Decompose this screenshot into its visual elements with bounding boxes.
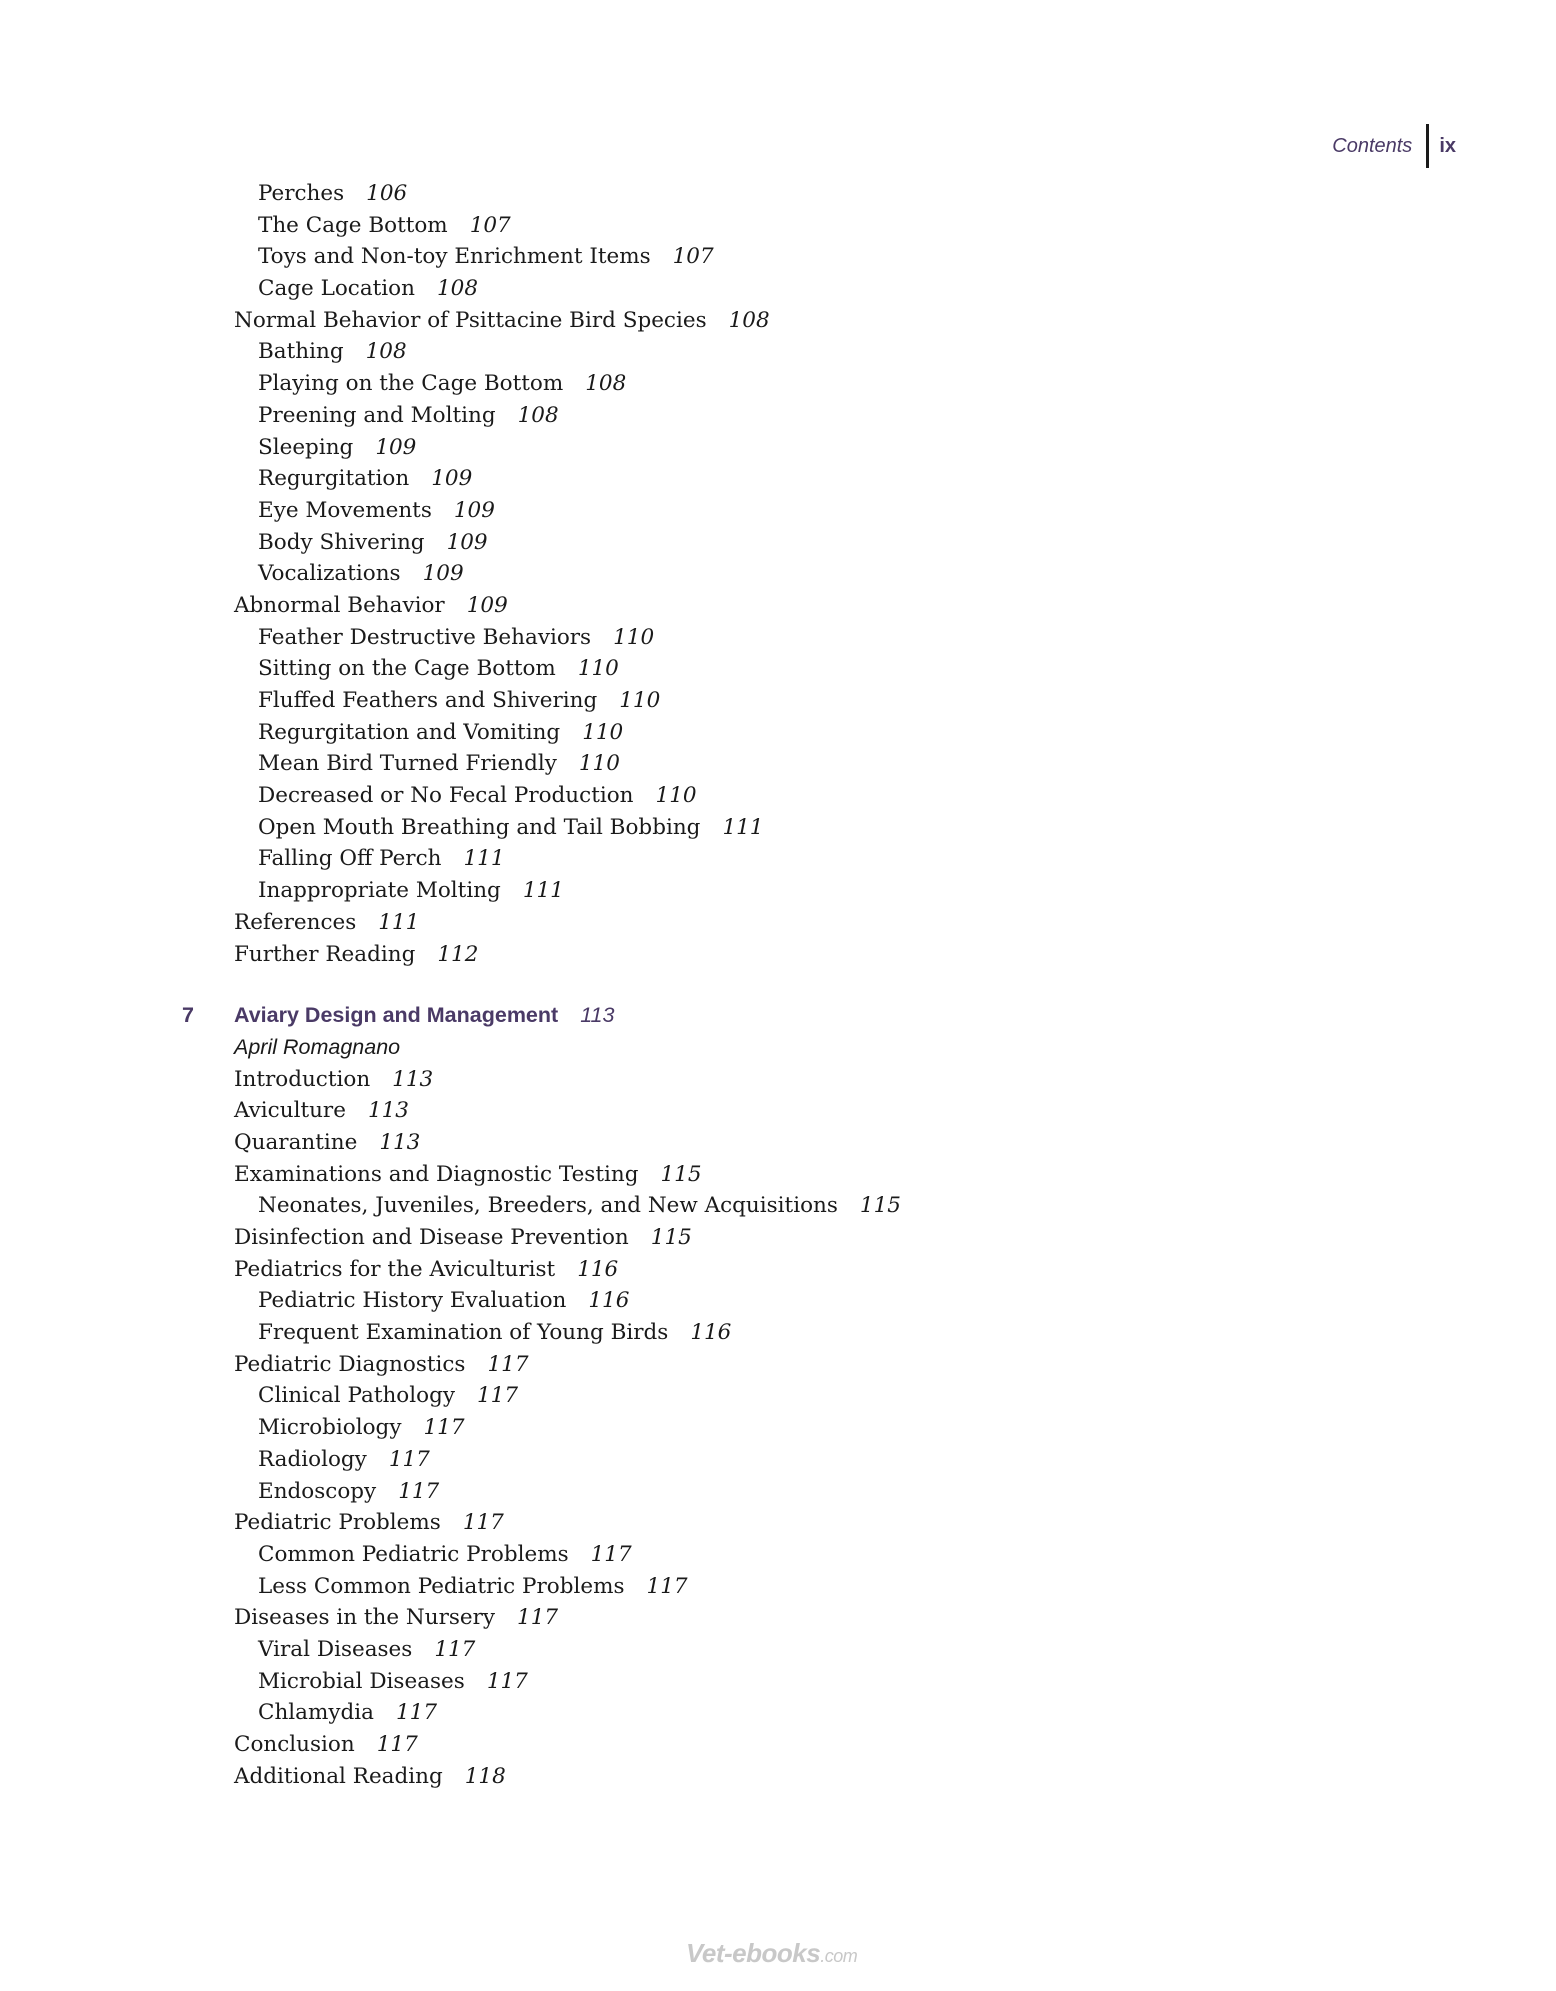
toc-entry-title: Open Mouth Breathing and Tail Bobbing — [258, 814, 701, 840]
toc-entry-page: 111 — [722, 814, 764, 840]
toc-entry-page: 117 — [423, 1415, 465, 1441]
toc-entry-section[interactable] — [0, 939, 1556, 971]
toc-entry-title: Sleeping — [258, 434, 354, 460]
toc-entry-subsection[interactable] — [0, 241, 1556, 273]
toc-entry-subsection[interactable] — [0, 653, 1556, 685]
toc-section-chapter — [0, 1064, 1556, 1793]
toc-entry-page: 111 — [522, 878, 564, 904]
toc-entry-subsection[interactable] — [0, 1190, 1556, 1222]
toc-entry-subsection[interactable] — [0, 717, 1556, 749]
toc-entry-title: Viral Diseases — [258, 1636, 413, 1662]
toc-entry-subsection[interactable] — [0, 432, 1556, 464]
toc-entry-title: Feather Destructive Behaviors — [258, 624, 592, 650]
toc-entry-title: Pediatric Diagnostics — [234, 1351, 466, 1377]
toc-entry-page: 109 — [466, 592, 508, 618]
toc-entry-title: Less Common Pediatric Problems — [258, 1573, 625, 1599]
toc-entry-subsection[interactable] — [0, 273, 1556, 305]
toc-entry-subsection[interactable] — [0, 368, 1556, 400]
toc-entry-section[interactable] — [0, 1349, 1556, 1381]
toc-entry-title: Pediatric Problems — [234, 1510, 441, 1536]
chapter-page: 113 — [580, 1003, 615, 1028]
toc-entry-page: 109 — [453, 497, 495, 523]
toc-entry-title: Preening and Molting — [258, 402, 496, 428]
toc-entry-subsection[interactable] — [0, 1412, 1556, 1444]
toc-entry-subsection[interactable] — [0, 336, 1556, 368]
toc-entry-title: Frequent Examination of Young Birds — [258, 1320, 669, 1346]
toc-entry-section[interactable] — [0, 1602, 1556, 1634]
toc-entry-title: Aviculture — [234, 1098, 346, 1124]
toc-entry-page: 117 — [590, 1541, 632, 1567]
toc-entry-title: Decreased or No Fecal Production — [258, 783, 634, 809]
toc-entry-section[interactable] — [0, 1064, 1556, 1096]
toc-entry-page: 107 — [672, 244, 714, 270]
toc-entry-title: The Cage Bottom — [258, 212, 448, 238]
toc-entry-section[interactable] — [0, 1761, 1556, 1793]
toc-entry-section[interactable] — [0, 590, 1556, 622]
toc-entry-title: Microbiology — [258, 1415, 402, 1441]
toc-entry-page: 109 — [446, 529, 488, 555]
toc-entry-subsection[interactable] — [0, 1666, 1556, 1698]
watermark-suffix: .com — [820, 1946, 858, 1966]
toc-entry-page: 117 — [376, 1732, 418, 1757]
toc-entry-page: 111 — [378, 909, 420, 935]
chapter-heading[interactable] — [0, 1000, 1556, 1032]
toc-entry-title: Perches — [258, 181, 345, 206]
toc-entry-title: Clinical Pathology — [258, 1383, 455, 1409]
toc-entry-page: 117 — [398, 1478, 440, 1504]
toc-entry-subsection[interactable] — [0, 812, 1556, 844]
toc-entry-page: 113 — [379, 1129, 421, 1155]
toc-entry-page: 113 — [392, 1066, 434, 1092]
toc-entry-title: Additional Reading — [234, 1763, 443, 1789]
toc-entry-page: 109 — [422, 561, 464, 587]
toc-entry-title: Further Reading — [234, 941, 416, 967]
toc-entry-subsection[interactable] — [0, 463, 1556, 495]
toc-entry-title: Regurgitation — [258, 466, 410, 492]
section-gap — [0, 970, 1556, 1000]
toc-entry-title: Conclusion — [234, 1732, 355, 1757]
toc-entry-page: 117 — [486, 1668, 528, 1694]
toc-entry-title: Neonates, Juveniles, Breeders, and New Acquisitions — [258, 1193, 838, 1219]
toc-entry-subsection[interactable] — [0, 1571, 1556, 1603]
chapter-title: Aviary Design and Management — [234, 1003, 559, 1028]
toc-entry-title: Examinations and Diagnostic Testing — [234, 1161, 639, 1187]
toc-entry-title: Body Shivering — [258, 529, 425, 555]
toc-entry-page: 108 — [585, 371, 627, 397]
toc-entry-page: 110 — [655, 783, 697, 809]
toc-entry-subsection[interactable] — [0, 1634, 1556, 1666]
toc-entry-section[interactable] — [0, 305, 1556, 337]
toc-entry-page: 108 — [436, 276, 479, 302]
toc-entry-section[interactable] — [0, 1222, 1556, 1254]
toc-entry-subsection[interactable] — [0, 400, 1556, 432]
chapter-title-line — [234, 1000, 614, 1032]
page-number: ix — [1439, 134, 1456, 157]
toc-entry-title: Falling Off Perch — [258, 846, 442, 872]
toc-entry-title: References — [234, 909, 357, 935]
toc-entry-title: Cage Location — [258, 276, 415, 302]
toc-entry-title: Radiology — [258, 1446, 367, 1472]
toc-entry-page: 110 — [578, 751, 620, 777]
toc-entry-title: Disinfection and Disease Prevention — [234, 1225, 629, 1250]
toc-entry-subsection[interactable] — [0, 1380, 1556, 1412]
toc-entry-subsection[interactable] — [0, 780, 1556, 812]
toc-entry-page: 117 — [476, 1383, 519, 1409]
toc-entry-page: 115 — [650, 1225, 692, 1250]
toc-entry-title: Eye Movements — [258, 497, 432, 523]
toc-entry-title: Inappropriate Molting — [258, 878, 501, 904]
toc-entry-page: 115 — [660, 1161, 702, 1187]
toc-entry-page: 117 — [434, 1636, 476, 1662]
toc-entry-title: Pediatric History Evaluation — [258, 1288, 567, 1314]
toc-entry-title: Endoscopy — [258, 1478, 377, 1504]
toc-entry-page: 110 — [619, 688, 661, 713]
toc-entry-page: 108 — [365, 339, 407, 365]
toc-entry-page: 110 — [613, 624, 655, 650]
toc-entry-title: Playing on the Cage Bottom — [258, 371, 564, 397]
toc-entry-page: 109 — [375, 434, 417, 460]
watermark-logo — [686, 1938, 857, 1969]
toc-entry-page: 116 — [577, 1256, 619, 1282]
toc-entry-section[interactable] — [0, 1127, 1556, 1159]
toc-entry-page: 111 — [463, 846, 505, 872]
toc-entry-title: Toys and Non-toy Enrichment Items — [258, 244, 651, 270]
toc-entry-title: Abnormal Behavior — [234, 592, 445, 618]
toc-entry-subsection[interactable] — [0, 1444, 1556, 1476]
toc-entry-page: 108 — [728, 307, 770, 333]
toc-entry-subsection[interactable] — [0, 1476, 1556, 1508]
toc-entry-section[interactable] — [0, 1254, 1556, 1286]
toc-entry-section[interactable] — [0, 1507, 1556, 1539]
toc-entry-title: Sitting on the Cage Bottom — [258, 656, 556, 682]
running-head-title: Contents — [1332, 134, 1413, 157]
toc-entry-section[interactable] — [0, 907, 1556, 939]
toc-entry-subsection[interactable] — [0, 527, 1556, 559]
table-of-contents — [0, 178, 1556, 1792]
watermark-brand: Vet-ebooks — [686, 1938, 821, 1968]
toc-entry-page: 110 — [577, 656, 619, 682]
toc-entry-subsection[interactable] — [0, 1285, 1556, 1317]
toc-entry-page: 107 — [469, 212, 511, 238]
toc-entry-page: 117 — [487, 1351, 529, 1377]
toc-entry-subsection[interactable] — [0, 1539, 1556, 1571]
toc-entry-page: 113 — [367, 1098, 409, 1124]
toc-entry-title: Bathing — [258, 339, 344, 365]
toc-entry-page: 118 — [464, 1763, 506, 1789]
toc-entry-page: 109 — [431, 466, 473, 492]
toc-entry-subsection[interactable] — [0, 1317, 1556, 1349]
chapter-number: 7 — [182, 1003, 194, 1028]
toc-entry-subsection[interactable] — [0, 843, 1556, 875]
toc-entry-subsection[interactable] — [0, 495, 1556, 527]
toc-entry-page: 117 — [646, 1573, 688, 1599]
toc-entry-subsection[interactable] — [0, 210, 1556, 242]
toc-entry-page: 116 — [690, 1320, 732, 1346]
toc-entry-title: Common Pediatric Problems — [258, 1541, 569, 1567]
toc-entry-section[interactable] — [0, 1729, 1556, 1761]
toc-section-continued — [0, 178, 1556, 970]
toc-entry-page: 117 — [395, 1700, 438, 1726]
toc-entry-page: 112 — [437, 941, 479, 967]
running-head — [1332, 124, 1456, 168]
toc-entry-title: Regurgitation and Vomiting — [258, 719, 561, 745]
toc-entry-subsection[interactable] — [0, 558, 1556, 590]
toc-entry-title: Diseases in the Nursery — [234, 1605, 496, 1631]
toc-entry-subsection[interactable] — [0, 748, 1556, 780]
toc-entry-page: 117 — [517, 1605, 559, 1631]
toc-entry-subsection[interactable] — [0, 875, 1556, 907]
toc-entry-title: Vocalizations — [258, 561, 401, 587]
toc-entry-page: 115 — [859, 1193, 901, 1219]
toc-entry-subsection[interactable] — [0, 622, 1556, 654]
toc-entry-page: 106 — [366, 181, 408, 206]
toc-entry-title: Chlamydia — [258, 1700, 374, 1726]
toc-entry-page: 110 — [582, 719, 624, 745]
toc-entry-page: 117 — [462, 1510, 504, 1536]
toc-entry-title: Pediatrics for the Aviculturist — [234, 1256, 556, 1282]
toc-entry-section[interactable] — [0, 1159, 1556, 1191]
toc-entry-title: Mean Bird Turned Friendly — [258, 751, 557, 777]
toc-entry-title: Fluffed Feathers and Shivering — [258, 688, 598, 713]
toc-entry-title: Quarantine — [234, 1129, 358, 1155]
toc-entry-subsection[interactable] — [0, 1697, 1556, 1729]
toc-entry-subsection[interactable] — [0, 685, 1556, 717]
toc-entry-page: 117 — [388, 1446, 430, 1472]
toc-entry-title: Introduction — [234, 1066, 371, 1092]
toc-entry-page: 108 — [517, 402, 559, 428]
toc-entry-title: Normal Behavior of Psittacine Bird Species — [234, 307, 707, 333]
chapter-author: April Romagnano — [234, 1034, 401, 1059]
toc-entry-subsection[interactable] — [0, 178, 1556, 210]
toc-entry-section[interactable] — [0, 1095, 1556, 1127]
toc-entry-title: Microbial Diseases — [258, 1668, 465, 1694]
toc-entry-page: 116 — [588, 1288, 630, 1314]
